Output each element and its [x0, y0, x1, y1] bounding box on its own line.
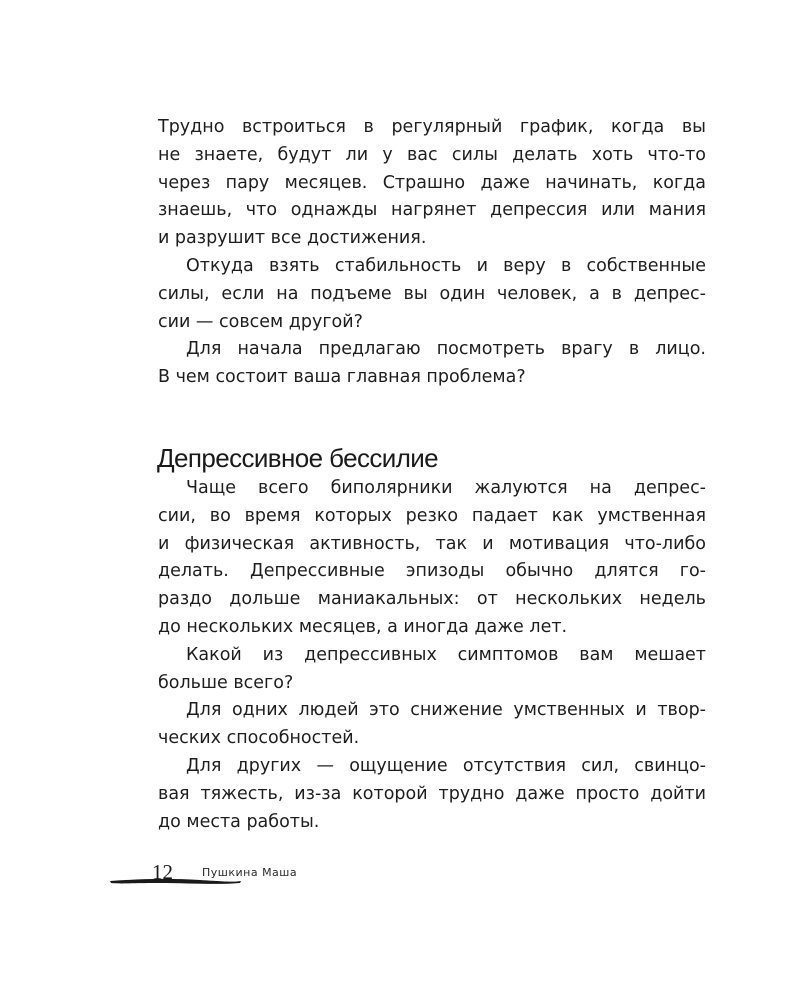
- text-line: через пару месяцев. Страшно даже начинать, когда: [158, 172, 706, 193]
- text-line: Откуда взять стабильность и веру в собственные: [186, 255, 706, 276]
- text-line: Для одних людей это снижение умственных и твор-: [186, 700, 706, 721]
- section-heading: Депрессивное бессилие: [157, 443, 439, 473]
- text-line: до места работы.: [158, 811, 320, 832]
- text-line: и физическая активность, так и мотивация что-либо: [158, 533, 706, 554]
- text-line: Для других — ощущение отсутствия сил, свинцо-: [186, 755, 706, 776]
- text-line: Трудно встроиться в регулярный график, когда вы: [158, 117, 706, 137]
- text-line: ческих способностей.: [158, 728, 360, 749]
- section-text: [158, 475, 706, 836]
- text-line: сии — совсем другой?: [158, 311, 363, 332]
- text-line: Для начала предлагаю посмотреть врагу в лицо.: [186, 339, 706, 360]
- text-line: больше всего?: [158, 672, 294, 693]
- text-line: знаешь, что однажды нагрянет депрессия или мания: [158, 200, 706, 221]
- text-line: В чем состоит ваша главная проблема?: [158, 367, 526, 388]
- text-line: Какой из депрессивных симптомов вам мешает: [186, 644, 706, 665]
- text-line: не знаете, будут ли у вас силы делать хоть что-то: [158, 144, 706, 165]
- page-number: 12: [152, 860, 173, 884]
- text-line: до нескольких месяцев, а иногда даже лет.: [158, 616, 568, 637]
- text-line: и разрушит все достижения.: [158, 228, 427, 249]
- page-footer: [108, 858, 328, 892]
- text-line: силы, если на подъеме вы один человек, а в депрес-: [158, 283, 706, 304]
- text-line: сии, во время которых резко падает как умственная: [158, 505, 706, 526]
- intro-text: [158, 114, 706, 392]
- text-line: раздо дольше маниакальных: от нескольких недель: [158, 589, 706, 610]
- text-line: Чаще всего биполярники жалуются на депрес-: [186, 478, 706, 498]
- text-line: вая тяжесть, из-за которой трудно даже просто дойти: [158, 783, 706, 804]
- text-line: делать. Депрессивные эпизоды обычно длятся го-: [158, 561, 706, 582]
- running-author: Пушкина Маша: [202, 866, 298, 879]
